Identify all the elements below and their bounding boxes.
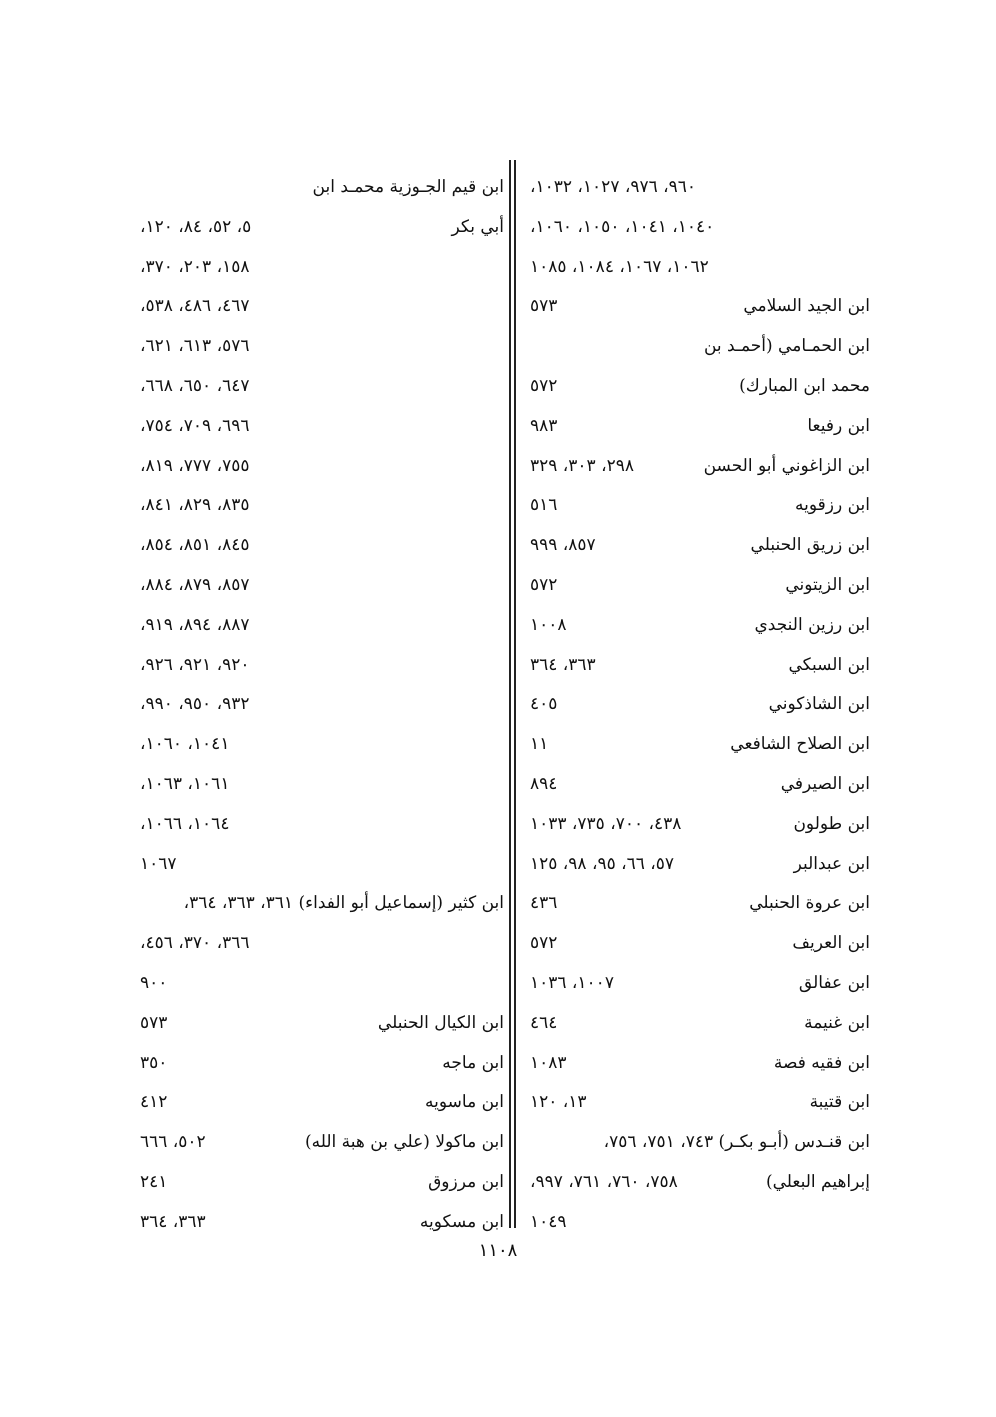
index-entry <box>528 168 870 208</box>
index-entry <box>140 1083 510 1123</box>
entry-page-numbers: ٨٣٥، ٨٢٩، ٨٤١، <box>140 495 250 516</box>
entry-page-numbers: ٩٣٢، ٩٥٠، ٩٩٠، <box>140 694 250 715</box>
index-entry <box>140 1123 510 1163</box>
index-entry <box>528 566 870 606</box>
entry-name: ابن غنيمة <box>804 1012 870 1033</box>
entry-page-numbers: ٣٦٣، ٣٦٤ <box>140 1211 206 1232</box>
entry-page-numbers: ٩٨٣ <box>530 415 558 436</box>
entry-name: ابن رزقويه <box>795 495 870 516</box>
entry-page-numbers: ١٠٦٤، ١٠٦٦، <box>140 813 230 834</box>
index-entry <box>528 1004 870 1044</box>
index-entry <box>140 327 510 367</box>
entry-name: ابن زريق الحنبلي <box>750 535 870 556</box>
entry-page-numbers: ٤٣٦ <box>530 893 558 914</box>
entry-page-numbers: ١٠٠٨ <box>530 614 567 635</box>
entry-name: ابن رزين النجدي <box>754 614 870 635</box>
entry-page-numbers: ٨٥٧، ٩٩٩ <box>530 535 596 556</box>
entry-page-numbers: ٤٦٤ <box>530 1012 558 1033</box>
entry-name: ابن الحمـامي (أحمـد بن <box>703 336 870 357</box>
index-entry <box>528 646 870 686</box>
index-entry <box>528 1044 870 1084</box>
entry-page-numbers: ٥٠٢، ٦٦٦ <box>140 1132 206 1153</box>
entry-text: ابن قيم الجـوزية محمـد ابن <box>312 177 504 197</box>
index-entry <box>528 1163 870 1203</box>
entry-page-numbers: ٥٧٣ <box>530 296 558 317</box>
index-entry <box>140 964 510 1004</box>
index-entry <box>140 805 510 845</box>
entry-name: أبي بكر <box>451 216 504 237</box>
entry-name: ابن قتيبة <box>809 1092 870 1113</box>
index-entry <box>140 566 510 606</box>
entry-name: ابن الزاغوني أبو الحسن <box>703 455 870 476</box>
index-entry <box>528 845 870 885</box>
entry-name: ابن الجيد السلامي <box>743 296 870 317</box>
page-number: ١١٠٨ <box>478 1240 518 1261</box>
entry-name: ابن العريف <box>792 933 870 954</box>
index-entry <box>528 1203 870 1243</box>
entry-name: ابن ماسويه <box>425 1092 504 1113</box>
entry-name: ابن الكيال الحنبلي <box>377 1012 504 1033</box>
entry-page-numbers: ٥١٦ <box>530 495 558 516</box>
entry-page-numbers: ١٠٤١، ١٠٦٠، <box>140 734 230 755</box>
entry-name: ابن عروة الحنبلي <box>749 893 870 914</box>
index-entry <box>528 1083 870 1123</box>
entry-page-numbers: ٨٤٥، ٨٥١، ٨٥٤، <box>140 535 250 556</box>
entry-name: ابن الشاذكوني <box>768 694 870 715</box>
entry-name: ابن الصيرفي <box>780 773 870 794</box>
entry-name: ابن فقيه فصة <box>773 1052 870 1073</box>
entry-page-numbers: ٥٧٢ <box>530 933 558 954</box>
entry-page-numbers: ٥٧٦، ٦١٣، ٦٢١، <box>140 336 250 357</box>
entry-page-numbers: ١١ <box>530 734 549 755</box>
index-entry <box>140 884 510 924</box>
column-divider-line <box>514 160 516 1228</box>
index-entry <box>528 208 870 248</box>
entry-page-numbers: ٦٤٧، ٦٥٠، ٦٦٨، <box>140 375 250 396</box>
entry-page-numbers: ١٣، ١٢٠ <box>530 1092 587 1113</box>
entry-page-numbers: ١٠٨٣ <box>530 1052 567 1073</box>
entry-page-numbers: ١٠٦٧ <box>140 853 177 874</box>
index-entry <box>528 367 870 407</box>
entry-page-numbers: ٣٦٦، ٣٧٠، ٤٥٦، <box>140 933 250 954</box>
entry-name: محمد ابن المبارك) <box>739 375 870 396</box>
index-entry <box>528 1123 870 1163</box>
index-entry <box>528 725 870 765</box>
index-entry <box>140 765 510 805</box>
entry-page-numbers: ٩٢٠، ٩٢١، ٩٢٦، <box>140 654 250 675</box>
entry-page-numbers: ١٠٦٢، ١٠٦٧، ١٠٨٤، ١٠٨٥ <box>530 256 709 277</box>
entry-name: ابن الزيتوني <box>785 574 870 595</box>
index-entry <box>140 367 510 407</box>
index-entry <box>140 168 510 208</box>
entry-page-numbers: ٨٨٧، ٨٩٤، ٩١٩، <box>140 614 250 635</box>
entry-page-numbers: ٨٩٤ <box>530 773 558 794</box>
index-entry <box>528 964 870 1004</box>
entry-page-numbers: ٥٧، ٦٦، ٩٥، ٩٨، ١٢٥ <box>530 853 675 874</box>
index-entry <box>140 606 510 646</box>
entry-page-numbers: ٧٥٥، ٧٧٧، ٨١٩، <box>140 455 250 476</box>
entry-name: ابن رفيعا <box>807 415 870 436</box>
entry-page-numbers: ٣٦٣، ٣٦٤ <box>530 654 596 675</box>
entry-page-numbers: ٤١٢ <box>140 1092 168 1113</box>
index-entry <box>140 845 510 885</box>
entry-name: ابن طولون <box>793 813 870 834</box>
entry-page-numbers: ١٥٨، ٢٠٣، ٣٧٠، <box>140 256 250 277</box>
entry-page-numbers: ١٠٠٧، ١٠٣٦ <box>530 972 614 993</box>
index-entry <box>140 1163 510 1203</box>
entry-page-numbers: ١٠٦١، ١٠٦٣، <box>140 773 230 794</box>
index-entry <box>528 407 870 447</box>
entry-name: ابن الصلاح الشافعي <box>730 734 870 755</box>
entry-name: ابن ماكولا (علي بن هبة الله) <box>304 1132 504 1153</box>
index-entry <box>140 407 510 447</box>
entry-page-numbers: ٤٠٥ <box>530 694 558 715</box>
entry-name: ابن عبدالبر <box>793 853 870 874</box>
entry-page-numbers: ٩٠٠ <box>140 972 168 993</box>
index-column-right <box>528 168 870 1243</box>
entry-page-numbers: ٩٦٠، ٩٧٦، ١٠٢٧، ١٠٣٢، <box>530 177 697 197</box>
index-entry <box>528 486 870 526</box>
entry-page-numbers: ٥٧٣ <box>140 1012 168 1033</box>
index-entry <box>528 287 870 327</box>
index-entry <box>140 725 510 765</box>
index-entry <box>140 1004 510 1044</box>
entry-name: إبراهيم البعلي) <box>765 1171 870 1192</box>
index-entry <box>528 248 870 288</box>
entry-page-numbers: ٢٩٨، ٣٠٣، ٣٢٩ <box>530 455 634 476</box>
entry-page-numbers: ٨٥٧، ٨٧٩، ٨٨٤، <box>140 574 250 595</box>
index-entry <box>140 486 510 526</box>
index-entry <box>140 248 510 288</box>
index-entry <box>140 526 510 566</box>
entry-name: ابن مسكويه <box>419 1211 504 1232</box>
entry-page-numbers: ٦٩٦، ٧٠٩، ٧٥٤، <box>140 415 250 436</box>
entry-page-numbers: ٥٧٢ <box>530 574 558 595</box>
index-entry <box>528 327 870 367</box>
index-entry <box>140 1203 510 1243</box>
entry-page-numbers: ٢٤١ <box>140 1171 168 1192</box>
entry-name: ابن قنـدس (أبـو بكـر) ٧٤٣، ٧٥١، ٧٥٦، <box>603 1132 870 1153</box>
entry-page-numbers: ٤٦٧، ٤٨٦، ٥٣٨، <box>140 296 250 317</box>
index-entry <box>140 924 510 964</box>
index-entry <box>528 526 870 566</box>
index-entry <box>528 884 870 924</box>
entry-name: ابن عفالق <box>798 972 870 993</box>
entry-page-numbers: ٥٧٢ <box>530 375 558 396</box>
index-entry <box>528 606 870 646</box>
entry-page-numbers: ١٠٤٩ <box>530 1211 567 1232</box>
index-entry <box>140 1044 510 1084</box>
entry-name: ابن ماجه <box>442 1052 504 1073</box>
index-entry <box>528 447 870 487</box>
entry-page-numbers: ٥، ٥٢، ٨٤، ١٢٠، <box>140 216 252 237</box>
index-entry <box>528 924 870 964</box>
entry-text: ابن كثير (إسماعيل أبو الفداء) ٣٦١، ٣٦٣، ٣٦٤، <box>183 893 504 914</box>
index-entry <box>140 646 510 686</box>
index-column-left <box>140 168 510 1243</box>
index-entry <box>528 765 870 805</box>
index-entry <box>528 685 870 725</box>
entry-page-numbers: ١٠٤٠، ١٠٤١، ١٠٥٠، ١٠٦٠، <box>530 216 715 237</box>
entry-page-numbers: ٣٥٠ <box>140 1052 168 1073</box>
index-entry <box>140 208 510 248</box>
entry-page-numbers: ٧٥٨، ٧٦٠، ٧٦١، ٩٩٧، <box>530 1171 678 1192</box>
index-entry <box>140 287 510 327</box>
entry-name: ابن مرزوق <box>428 1171 504 1192</box>
index-entry <box>528 805 870 845</box>
index-entry <box>140 685 510 725</box>
entry-page-numbers: ٤٣٨، ٧٠٠، ٧٣٥، ١٠٣٣ <box>530 813 682 834</box>
index-entry <box>140 447 510 487</box>
entry-name: ابن السبكي <box>788 654 870 675</box>
